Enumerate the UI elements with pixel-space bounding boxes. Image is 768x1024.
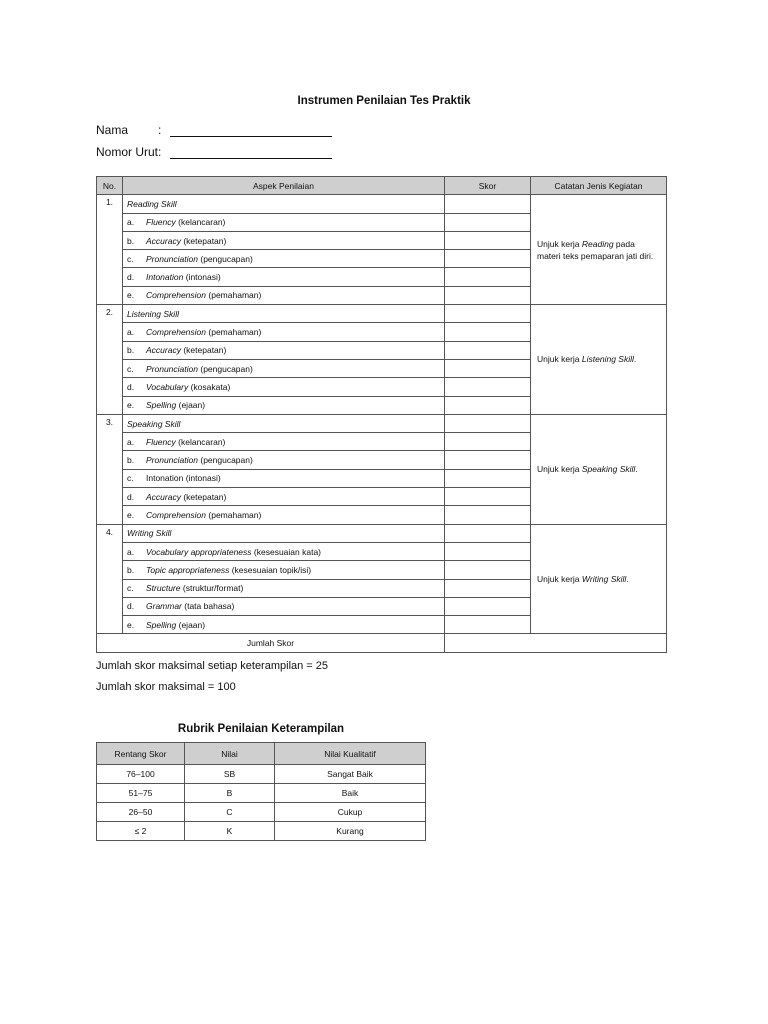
item-letter: a. (127, 217, 135, 228)
score-cell[interactable] (445, 506, 531, 524)
item-desc: (pengucapan) (200, 363, 253, 374)
section-title (123, 305, 445, 323)
item-term: Fluency (146, 436, 176, 447)
item-desc: (kesesuaian topik/isi) (231, 564, 312, 575)
item-term: Vocabulary appropriateness (146, 546, 252, 557)
aspect-item (123, 488, 445, 506)
rubric-row (97, 803, 426, 822)
item-desc: (kesesuaian kata) (253, 546, 321, 557)
activity-note-tail: . (635, 464, 638, 475)
aspect-item (123, 359, 445, 377)
assessment-table-body (97, 195, 667, 634)
aspect-item (123, 341, 445, 359)
item-term: Spelling (146, 400, 177, 411)
number-label: Nomor Urut (96, 145, 159, 159)
total-row (97, 634, 667, 652)
aspect-item (123, 506, 445, 524)
score-cell[interactable] (445, 231, 531, 249)
item-desc: (pemahaman) (208, 327, 262, 338)
aspect-item (123, 451, 445, 469)
activity-note (531, 195, 667, 305)
activity-note-text: Unjuk kerja (537, 354, 582, 365)
header-no: No. (97, 177, 123, 195)
item-term: Grammar (146, 601, 182, 612)
activity-note-skill: Writing Skill (581, 574, 627, 585)
score-cell[interactable] (445, 597, 531, 615)
number-blank-line[interactable] (170, 146, 332, 159)
score-cell[interactable] (445, 268, 531, 286)
item-term: Vocabulary (146, 381, 189, 392)
section-number: 1. (97, 195, 123, 305)
item-desc: (kosakata) (190, 381, 231, 392)
activity-note-tail: pada materi teks pemaparan jati diri. (537, 238, 654, 261)
aspect-item (123, 213, 445, 231)
qualitative-grade: Cukup (275, 803, 426, 822)
item-letter: d. (127, 272, 135, 283)
score-cell[interactable] (445, 250, 531, 268)
score-range: 26–50 (97, 803, 185, 822)
item-term: Pronunciation (146, 455, 198, 466)
score-cell[interactable] (445, 414, 531, 432)
aspect-item (123, 542, 445, 560)
activity-note-text: Unjuk kerja (537, 238, 582, 249)
score-cell[interactable] (445, 451, 531, 469)
page-title: Instrumen Penilaian Tes Praktik (297, 95, 471, 107)
score-cell[interactable] (445, 286, 531, 304)
section-title (123, 414, 445, 432)
score-cell[interactable] (445, 561, 531, 579)
header-notes: Catatan Jenis Kegiatan (531, 177, 667, 195)
aspect-item (123, 433, 445, 451)
aspect-item (123, 378, 445, 396)
score-cell[interactable] (445, 213, 531, 231)
score-cell[interactable] (445, 542, 531, 560)
activity-note (531, 414, 667, 524)
item-letter: a. (127, 327, 135, 338)
grade: SB (185, 765, 275, 784)
grade: B (185, 784, 275, 803)
score-range: ≤ 2 (97, 822, 185, 841)
total-score-cell[interactable] (445, 634, 667, 652)
rubric-header-qualitative: Nilai Kualitatif (275, 743, 426, 765)
item-desc: (intonasi) (185, 272, 221, 283)
item-term: Comprehension (146, 290, 207, 301)
section-number: 2. (97, 305, 123, 415)
qualitative-grade: Kurang (275, 822, 426, 841)
score-cell[interactable] (445, 359, 531, 377)
item-letter: c. (127, 583, 134, 594)
activity-note-skill: Speaking Skill (581, 464, 636, 475)
section-title (123, 524, 445, 542)
score-range: 76–100 (97, 765, 185, 784)
item-term: Intonation (146, 272, 184, 283)
section-title (123, 195, 445, 213)
aspect-item (123, 561, 445, 579)
score-cell[interactable] (445, 469, 531, 487)
score-cell[interactable] (445, 323, 531, 341)
name-colon: : (158, 123, 162, 137)
item-term: Accuracy (146, 491, 181, 502)
section-number: 4. (97, 524, 123, 634)
item-letter: c. (127, 363, 134, 374)
section-title-text: Writing Skill (127, 528, 172, 539)
item-term: Structure (146, 583, 181, 594)
item-letter: a. (127, 546, 135, 557)
table-row (97, 414, 667, 432)
aspect-item (123, 268, 445, 286)
item-letter: c. (127, 473, 134, 484)
qualitative-grade: Sangat Baik (275, 765, 426, 784)
score-cell[interactable] (445, 341, 531, 359)
rubric-table-body (97, 765, 426, 841)
item-letter: a. (127, 436, 135, 447)
activity-note (531, 305, 667, 415)
item-term: Spelling (146, 619, 177, 630)
item-letter: e. (127, 509, 135, 520)
item-letter: b. (127, 564, 135, 575)
item-desc: (tata bahasa) (184, 601, 235, 612)
score-cell[interactable] (445, 195, 531, 213)
name-blank-line[interactable] (170, 124, 332, 137)
item-desc: (pemahaman) (208, 509, 262, 520)
item-term: Topic appropriateness (146, 564, 230, 575)
activity-note-text: Unjuk kerja (537, 464, 582, 475)
name-label: Nama (96, 123, 129, 137)
item-desc: (ketepatan) (183, 235, 227, 246)
rubric-header-grade: Nilai (185, 743, 275, 765)
grade: K (185, 822, 275, 841)
section-title-text: Speaking Skill (127, 418, 181, 429)
item-desc: (ketepatan) (183, 491, 227, 502)
aspect-item (123, 616, 445, 634)
item-letter: b. (127, 455, 135, 466)
total-label: Jumlah Skor (97, 634, 445, 652)
aspect-item (123, 579, 445, 597)
activity-note-skill: Listening Skill (581, 354, 634, 365)
rubric-header-range: Rentang Skor (97, 743, 185, 765)
item-term: Fluency (146, 217, 176, 228)
item-term: Accuracy (146, 345, 181, 356)
item-term: Pronunciation (146, 253, 198, 264)
activity-note-skill: Reading (581, 238, 614, 249)
item-term: Accuracy (146, 235, 181, 246)
aspect-item (123, 250, 445, 268)
item-letter: d. (127, 381, 135, 392)
section-title-text: Listening Skill (127, 308, 179, 319)
item-term: Comprehension (146, 509, 207, 520)
name-field (96, 123, 332, 137)
table-header-row (97, 177, 667, 195)
table-row (97, 524, 667, 542)
rubric-header-row (97, 743, 426, 765)
item-letter: e. (127, 619, 135, 630)
score-cell[interactable] (445, 579, 531, 597)
number-field (96, 145, 332, 159)
grade: C (185, 803, 275, 822)
max-score-total-note: Jumlah skor maksimal = 100 (96, 681, 236, 693)
item-term: Comprehension (146, 327, 207, 338)
item-desc: (kelancaran) (178, 217, 226, 228)
max-score-per-skill-note: Jumlah skor maksimal setiap keterampilan = 25 (96, 660, 329, 672)
item-desc: (pengucapan) (200, 455, 253, 466)
qualitative-grade: Baik (275, 784, 426, 803)
rubric-row (97, 822, 426, 841)
item-desc: (kelancaran) (178, 436, 226, 447)
score-cell[interactable] (445, 616, 531, 634)
number-colon: : (158, 145, 162, 159)
assessment-table (96, 176, 667, 653)
aspect-item (123, 396, 445, 414)
rubric-title: Rubrik Penilaian Keterampilan (177, 723, 345, 735)
item-desc: (ejaan) (178, 619, 206, 630)
item-desc: (ejaan) (178, 400, 206, 411)
aspect-item (123, 323, 445, 341)
header-aspect: Aspek Penilaian (123, 177, 445, 195)
activity-note-text: Unjuk kerja (537, 574, 582, 585)
score-cell[interactable] (445, 396, 531, 414)
aspect-item (123, 597, 445, 615)
item-letter: c. (127, 253, 134, 264)
item-term: Pronunciation (146, 363, 198, 374)
score-cell[interactable] (445, 433, 531, 451)
aspect-item (123, 286, 445, 304)
item-desc: (pengucapan) (200, 253, 253, 264)
score-range: 51–75 (97, 784, 185, 803)
section-title-text: Reading Skill (127, 198, 177, 209)
activity-note (531, 524, 667, 634)
score-cell[interactable] (445, 378, 531, 396)
aspect-item (123, 469, 445, 487)
item-desc: (struktur/format) (182, 583, 244, 594)
header-score: Skor (445, 177, 531, 195)
item-letter: d. (127, 491, 135, 502)
item-letter: b. (127, 235, 135, 246)
rubric-row (97, 784, 426, 803)
score-cell[interactable] (445, 524, 531, 542)
score-cell[interactable] (445, 305, 531, 323)
activity-note-tail: . (633, 354, 637, 365)
aspect-item (123, 231, 445, 249)
item-desc: (pemahaman) (208, 290, 262, 301)
section-number: 3. (97, 414, 123, 524)
table-row (97, 305, 667, 323)
item-letter: e. (127, 400, 135, 411)
item-desc: (ketepatan) (183, 345, 227, 356)
item-letter: d. (127, 601, 135, 612)
score-cell[interactable] (445, 488, 531, 506)
table-row (97, 195, 667, 213)
item-letter: e. (127, 290, 135, 301)
rubric-table (96, 742, 426, 841)
item-desc: Intonation (intonasi) (146, 473, 221, 484)
item-letter: b. (127, 345, 135, 356)
activity-note-tail: . (626, 574, 629, 585)
rubric-row (97, 765, 426, 784)
